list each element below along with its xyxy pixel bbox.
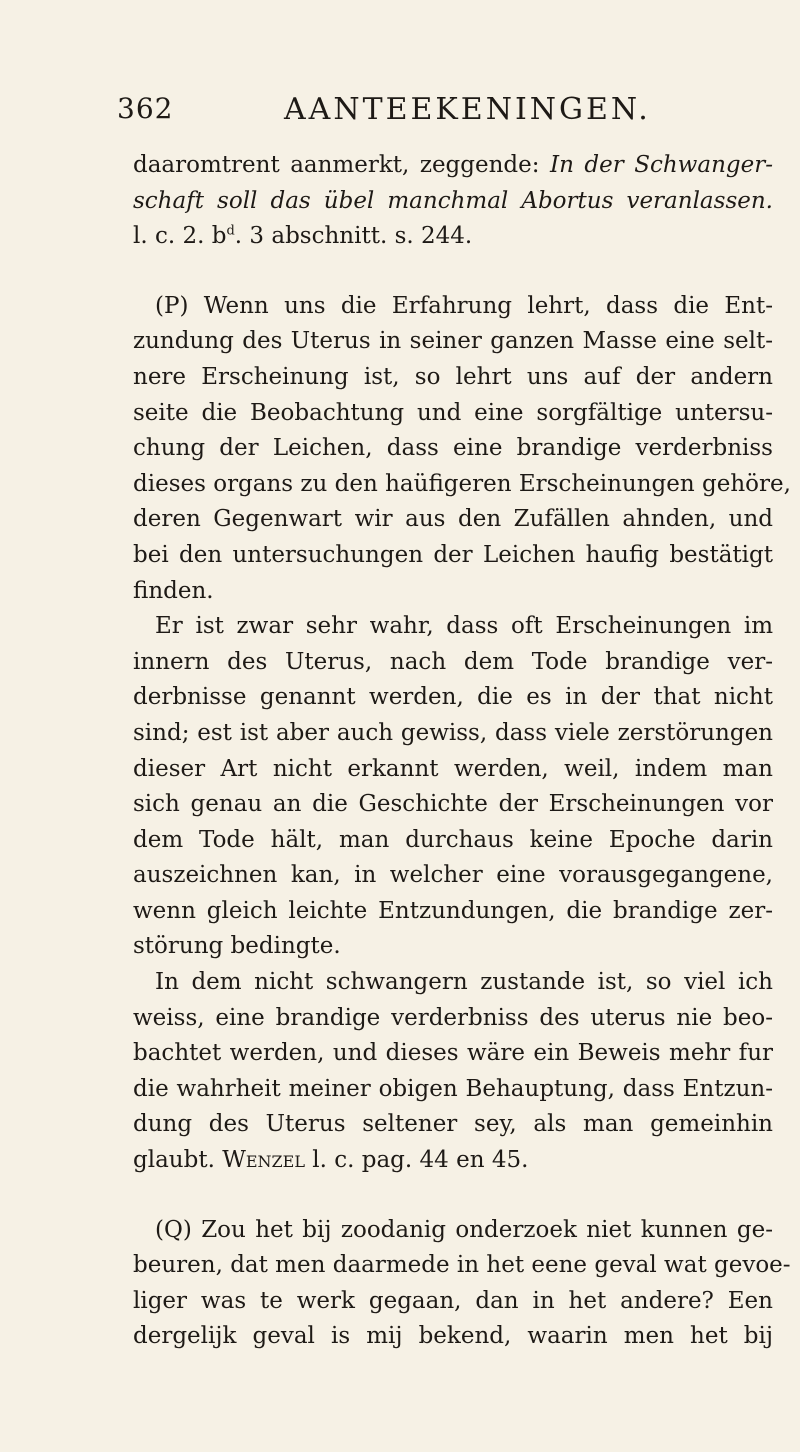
text-line [133, 1143, 773, 1179]
text-line [133, 324, 773, 360]
text-run: seite die Beobachtung und eine sorgfältige untersu- [133, 399, 773, 426]
text-line [133, 1107, 773, 1143]
paragraph-gap [133, 255, 773, 289]
superscript-text: d [226, 223, 235, 239]
text-run: l. c. 2. b [133, 223, 227, 250]
text-run: l. c. pag. 44 en 45. [304, 1147, 529, 1174]
text-line [133, 1248, 791, 1284]
text-line [133, 1319, 773, 1355]
text-line [133, 538, 773, 574]
text-run: dung des Uterus seltener sey, als man gemeinhin [133, 1111, 773, 1138]
text-run: die wahrheit meiner obigen Behauptung, dass Entzun- [133, 1075, 773, 1102]
text-run: wenn gleich leichte Entzundungen, die brandige zer- [133, 897, 773, 924]
text-line [133, 431, 773, 467]
text-run: liger was te werk gegaan, dan in het andere? Een [133, 1287, 773, 1314]
text-run: In der Schwanger- [550, 152, 773, 178]
text-run: dem Tode hält, man durchaus keine Epoche darin [133, 826, 773, 853]
text-run: schaft soll das übel manchmal Abortus veranlassen. [133, 187, 773, 214]
text-run: störung bedingte. [133, 933, 341, 960]
text-run: dieser Art nicht erkannt werden, weil, indem man [133, 755, 773, 782]
text-line [133, 1072, 773, 1108]
paragraph-gap [133, 1179, 773, 1213]
text-run: daaromtrent aanmerkt, zeggende: [133, 152, 551, 178]
text-line [133, 645, 773, 681]
text-line [133, 716, 773, 752]
text-run: dieses organs zu den haüfigeren Erscheinungen gehöre, [133, 470, 791, 497]
text-line [133, 929, 773, 965]
text-run: deren Gegenwart wir aus den Zufällen ahnden, und [133, 506, 773, 533]
text-run: sich genau an die Geschichte der Erscheinungen vor [133, 791, 773, 818]
text-run: Er ist zwar sehr wahr, dass oft Erscheinungen im [155, 613, 773, 640]
text-run: weiss, eine brandige verderbniss des uterus nie beo- [133, 1004, 773, 1031]
text-line [133, 1284, 773, 1320]
text-run: (P) Wenn uns die Erfahrung lehrt, dass die Ent- [155, 292, 773, 319]
text-line [133, 467, 791, 503]
text-run: sind; est ist aber auch gewiss, dass viele zerstörungen [133, 719, 773, 746]
text-run: finden. [133, 577, 214, 604]
page-number: 362 [117, 92, 174, 125]
text-line [133, 894, 773, 930]
running-title: AANTEEKENINGEN. [284, 92, 651, 127]
text-line [133, 289, 773, 325]
text-line [133, 1213, 773, 1249]
text-line [133, 752, 773, 788]
text-run: glaubt. [133, 1147, 223, 1174]
text-line [133, 680, 773, 716]
text-run: auszeichnen kan, in welcher eine vorausgegangene, [133, 862, 773, 889]
text-line [133, 965, 773, 1001]
text-line [133, 1036, 773, 1072]
text-line [133, 787, 773, 823]
text-run: (Q) Zou het bij zoodanig onderzoek niet kunnen ge- [155, 1216, 773, 1243]
text-line [133, 396, 773, 432]
page-header [117, 92, 651, 132]
text-run: Wenzel [222, 1147, 305, 1174]
text-line [133, 1001, 773, 1037]
text-line [133, 184, 773, 220]
text-run: beuren, dat men daarmede in het eene geval wat gevoe- [133, 1252, 791, 1279]
text-run: chung der Leichen, dass eine brandige verderbniss [133, 435, 773, 462]
body-text [133, 148, 791, 1355]
text-line [133, 574, 773, 610]
text-run: bei den untersuchungen der Leichen haufig bestätigt [133, 541, 773, 568]
text-run: nere Erscheinung ist, so lehrt uns auf der andern [133, 363, 773, 390]
text-run: innern des Uterus, nach dem Tode brandige ver- [133, 648, 773, 675]
text-run: zundung des Uterus in seiner ganzen Masse eine selt- [133, 328, 773, 355]
text-line [133, 858, 773, 894]
text-run: In dem nicht schwangern zustande ist, so viel ich [155, 969, 773, 996]
text-line [133, 502, 773, 538]
text-line [133, 219, 773, 255]
text-run: bachtet werden, und dieses wäre ein Beweis mehr fur [133, 1040, 773, 1067]
text-line [133, 148, 773, 184]
text-line [133, 823, 773, 859]
text-run: dergelijk geval is mij bekend, waarin men het bij [133, 1323, 773, 1350]
text-run: derbnisse genannt werden, die es in der that nicht [133, 684, 773, 711]
text-line [133, 360, 773, 396]
text-run: . 3 abschnitt. s. 244. [234, 223, 473, 250]
text-line [133, 609, 773, 645]
